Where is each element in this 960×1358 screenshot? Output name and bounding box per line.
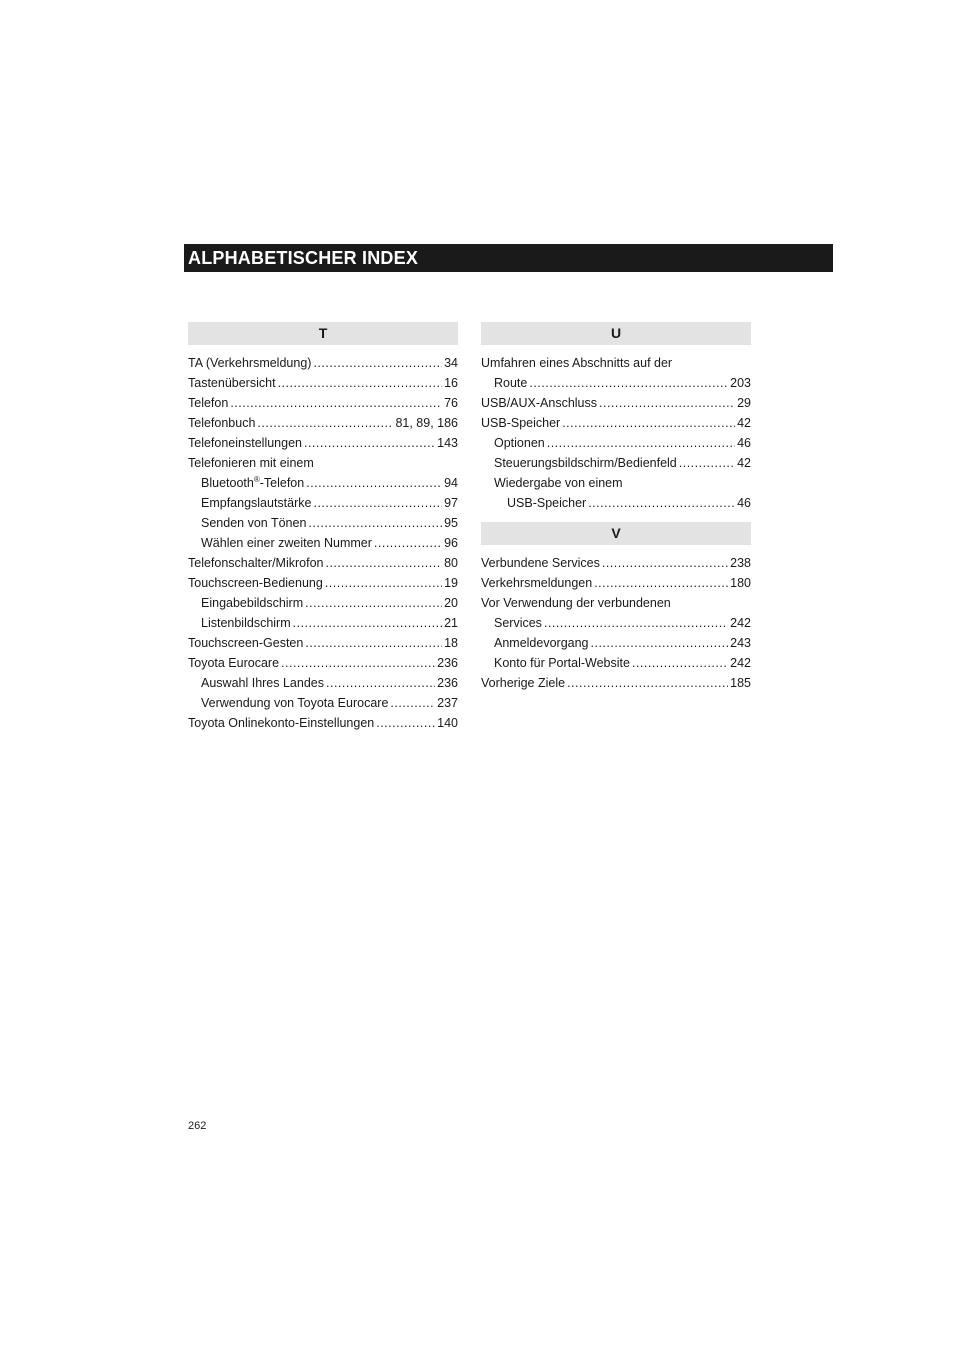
entry-page: 16 — [444, 376, 458, 390]
index-entry[interactable] — [188, 533, 458, 553]
leader-dots — [313, 353, 442, 373]
entry-text: Wählen einer zweiten Nummer — [201, 536, 372, 550]
entry-text: Wiedergabe von einem — [494, 476, 623, 490]
entry-text: Verbundene Services — [481, 556, 600, 570]
entry-text: TA (Verkehrsmeldung) — [188, 356, 312, 370]
entry-page: 21 — [444, 616, 458, 630]
entry-text: Anmeldevorgang — [494, 636, 589, 650]
leader-dots — [326, 673, 435, 693]
leader-dots — [547, 433, 735, 453]
entry-page: 203 — [730, 376, 751, 390]
letter-heading: T — [188, 322, 458, 345]
entry-text: Auswahl Ihres Landes — [201, 676, 324, 690]
entry-page: 18 — [444, 636, 458, 650]
entry-continuation: Services — [494, 616, 542, 630]
index-entry[interactable] — [188, 613, 458, 633]
leader-dots — [313, 493, 442, 513]
leader-dots — [544, 613, 728, 633]
leader-dots — [679, 453, 735, 473]
leader-dots — [632, 653, 728, 673]
index-entry[interactable] — [188, 653, 458, 673]
leader-dots — [594, 573, 728, 593]
leader-dots — [325, 553, 442, 573]
index-entry[interactable] — [188, 573, 458, 593]
page-number: 262 — [188, 1120, 207, 1132]
leader-dots — [308, 513, 442, 533]
leader-dots — [374, 533, 442, 553]
index-entry[interactable] — [481, 573, 751, 593]
leader-dots — [599, 393, 735, 413]
index-entry[interactable] — [481, 653, 751, 673]
entry-text: USB-Speicher — [481, 416, 561, 430]
index-entry[interactable] — [481, 393, 751, 413]
index-entry[interactable] — [188, 693, 458, 713]
leader-dots — [281, 653, 435, 673]
letter-heading: V — [481, 522, 751, 545]
entry-continuation: USB-Speicher — [507, 496, 587, 510]
entry-page: 46 — [737, 496, 751, 510]
entry-text: Telefon — [188, 396, 229, 410]
entry-text: Toyota Eurocare — [188, 656, 280, 670]
entry-text: Konto für Portal-Website — [494, 656, 630, 670]
entry-page: 19 — [444, 576, 458, 590]
entry-text: Telefonschalter/Mikrofon — [188, 556, 324, 570]
entry-text: Telefonbuch — [188, 416, 256, 430]
leader-dots — [376, 713, 435, 733]
header-title: ALPHABETISCHER INDEX — [188, 248, 419, 268]
leader-dots — [390, 693, 435, 713]
index-entry[interactable] — [481, 353, 751, 393]
entry-text: Umfahren eines Abschnitts auf der — [481, 356, 673, 370]
entry-text: Eingabebildschirm — [201, 596, 304, 610]
leader-dots — [305, 633, 442, 653]
leader-dots — [257, 413, 393, 433]
index-entry[interactable] — [188, 413, 458, 433]
index-entry[interactable] — [188, 373, 458, 393]
entry-page: 140 — [437, 716, 458, 730]
entry-text: Toyota Onlinekonto-Einstellungen — [188, 716, 375, 730]
index-entry[interactable] — [188, 493, 458, 513]
index-entry[interactable] — [481, 553, 751, 573]
entry-page: 42 — [737, 416, 751, 430]
index-entry[interactable] — [188, 393, 458, 413]
entry-text: Verwendung von Toyota Eurocare — [201, 696, 389, 710]
entry-page: 243 — [730, 636, 751, 650]
entry-page: 34 — [444, 356, 458, 370]
index-entry[interactable] — [481, 633, 751, 653]
entry-text: USB/AUX-Anschluss — [481, 396, 598, 410]
index-entry[interactable] — [188, 433, 458, 453]
leader-dots — [529, 373, 728, 393]
entry-page: 242 — [730, 616, 751, 630]
entry-text: Empfangslautstärke — [201, 496, 312, 510]
leader-dots — [278, 373, 443, 393]
entry-page: 185 — [730, 676, 751, 690]
index-entry[interactable] — [188, 713, 458, 733]
right-index-column — [481, 322, 751, 693]
entry-page: 81, 89, 186 — [395, 416, 458, 430]
entry-continuation — [201, 473, 304, 493]
entry-page: 29 — [737, 396, 751, 410]
entry-page: 180 — [730, 576, 751, 590]
entry-text: Vor Verwendung der verbundenen — [481, 596, 671, 610]
index-entry[interactable] — [481, 453, 751, 473]
entry-continuation-pre: Bluetooth — [201, 476, 254, 490]
entry-text: Telefonieren mit einem — [188, 456, 314, 470]
entry-text: Touchscreen-Bedienung — [188, 576, 323, 590]
leader-dots — [591, 633, 729, 653]
entry-text: Verkehrsmeldungen — [481, 576, 593, 590]
entry-continuation: Route — [494, 376, 528, 390]
leader-dots — [325, 573, 442, 593]
index-entry[interactable] — [481, 473, 751, 513]
entry-page: 236 — [437, 656, 458, 670]
entry-page: 143 — [437, 436, 458, 450]
entry-page: 80 — [444, 556, 458, 570]
leader-dots — [306, 473, 442, 493]
section-header — [184, 244, 833, 272]
index-entry[interactable] — [188, 633, 458, 653]
index-entry[interactable] — [188, 353, 458, 373]
leader-dots — [304, 433, 435, 453]
index-section — [188, 322, 458, 733]
left-index-column — [188, 322, 458, 733]
entry-page: 46 — [737, 436, 751, 450]
entry-page: 42 — [737, 456, 751, 470]
entry-page: 94 — [444, 476, 458, 490]
leader-dots — [293, 613, 442, 633]
index-section — [481, 322, 751, 513]
entry-text: Senden von Tönen — [201, 516, 307, 530]
leader-dots — [588, 493, 735, 513]
registered-mark: ® — [253, 474, 260, 484]
entry-text: Vorherige Ziele — [481, 676, 566, 690]
entry-text: Optionen — [494, 436, 545, 450]
entry-page: 76 — [444, 396, 458, 410]
index-entry[interactable] — [481, 413, 751, 433]
entry-page: 97 — [444, 496, 458, 510]
entry-continuation-post: -Telefon — [259, 476, 305, 490]
entry-text: Listenbildschirm — [201, 616, 291, 630]
leader-dots — [305, 593, 442, 613]
entry-text: Tastenübersicht — [188, 376, 276, 390]
index-entry[interactable] — [188, 453, 458, 493]
index-entry[interactable] — [188, 673, 458, 693]
leader-dots — [562, 413, 735, 433]
index-entry[interactable] — [481, 673, 751, 693]
leader-dots — [230, 393, 442, 413]
entry-text: Touchscreen-Gesten — [188, 636, 304, 650]
index-entry[interactable] — [188, 553, 458, 573]
index-section — [481, 522, 751, 693]
entry-page: 238 — [730, 556, 751, 570]
index-entry[interactable] — [188, 593, 458, 613]
letter-heading: U — [481, 322, 751, 345]
entry-text: Steuerungsbildschirm/Bedienfeld — [494, 456, 677, 470]
index-entry[interactable] — [481, 593, 751, 633]
entry-text: Telefoneinstellungen — [188, 436, 302, 450]
entry-page: 237 — [437, 696, 458, 710]
index-entry[interactable] — [481, 433, 751, 453]
entry-page: 236 — [437, 676, 458, 690]
entry-page: 96 — [444, 536, 458, 550]
leader-dots — [567, 673, 728, 693]
entry-page: 20 — [444, 596, 458, 610]
entry-page: 242 — [730, 656, 751, 670]
leader-dots — [602, 553, 728, 573]
index-entry[interactable] — [188, 513, 458, 533]
entry-page: 95 — [444, 516, 458, 530]
